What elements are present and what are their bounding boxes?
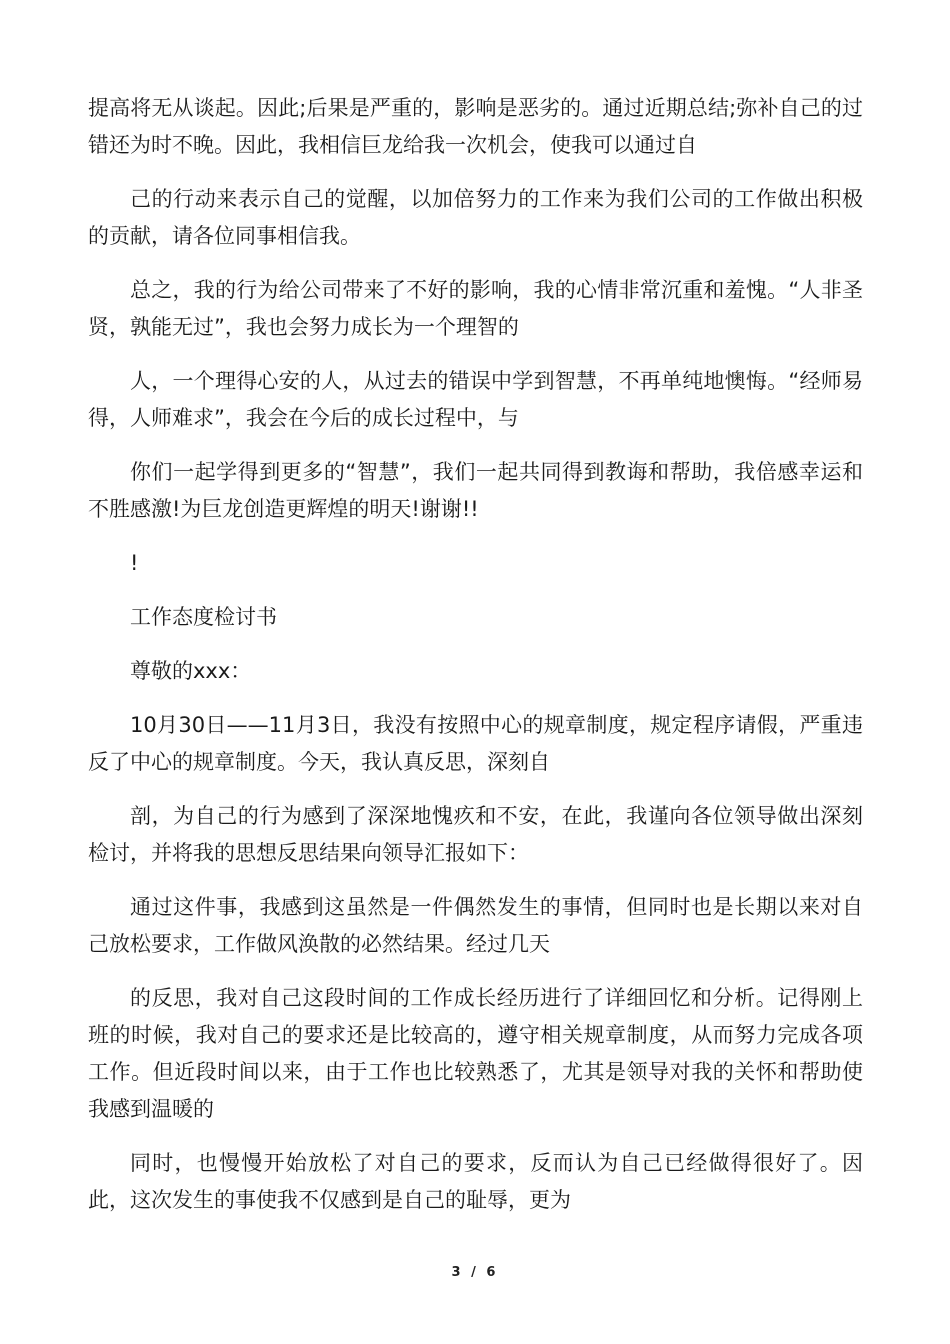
paragraph: !: [130, 551, 139, 575]
paragraph: 的反思，我对自己这段时间的工作成长经历进行了详细回忆和分析。记得刚上班的时候，我对自己的要求还是比较高的，遵守相关规章制度，从而努力完成各项工作。但近段时间以来，由于工作也比较熟悉了，尤其是领导对我的关怀和帮助使我感到温暖的: [88, 986, 863, 1121]
page-number: 3 / 6: [451, 1265, 499, 1280]
paragraph: 你们一起学得到更多的“智慧”，我们一起共同得到教诲和帮助，我倍感幸运和不胜感激!为巨龙创造更辉煌的明天!谢谢!!: [88, 460, 863, 521]
paragraph: 人，一个理得心安的人，从过去的错误中学到智慧，不再单纯地懊悔。“经师易得，人师难求”，我会在今后的成长过程中，与: [88, 369, 863, 430]
paragraph: 通过这件事，我感到这虽然是一件偶然发生的事情，但同时也是长期以来对自己放松要求，工作做风涣散的必然结果。经过几天: [88, 895, 863, 956]
salutation: 尊敬的xxx：: [130, 659, 252, 683]
paragraph: 己的行动来表示自己的觉醒，以加倍努力的工作来为我们公司的工作做出积极的贡献，请各位同事相信我。: [88, 187, 863, 248]
paragraph: 提高将无从谈起。因此;后果是严重的，影响是恶劣的。通过近期总结;弥补自己的过错还为时不晚。因此，我相信巨龙给我一次机会，使我可以通过自: [88, 96, 863, 157]
paragraph: 10月30日——11月3日，我没有按照中心的规章制度，规定程序请假，严重违反了中心的规章制度。今天，我认真反思，深刻自: [88, 713, 863, 774]
paragraph: 总之，我的行为给公司带来了不好的影响，我的心情非常沉重和羞愧。“人非圣贤，孰能无过”，我也会努力成长为一个理智的: [88, 278, 863, 339]
document-body: [88, 90, 863, 1236]
paragraph: 同时，也慢慢开始放松了对自己的要求，反而认为自己已经做得很好了。因此，这次发生的事使我不仅感到是自己的耻辱，更为: [88, 1151, 863, 1212]
section-title: 工作态度检讨书: [130, 605, 277, 629]
paragraph: 剖，为自己的行为感到了深深地愧疚和不安，在此，我谨向各位领导做出深刻检讨，并将我的思想反思结果向领导汇报如下：: [88, 804, 863, 865]
